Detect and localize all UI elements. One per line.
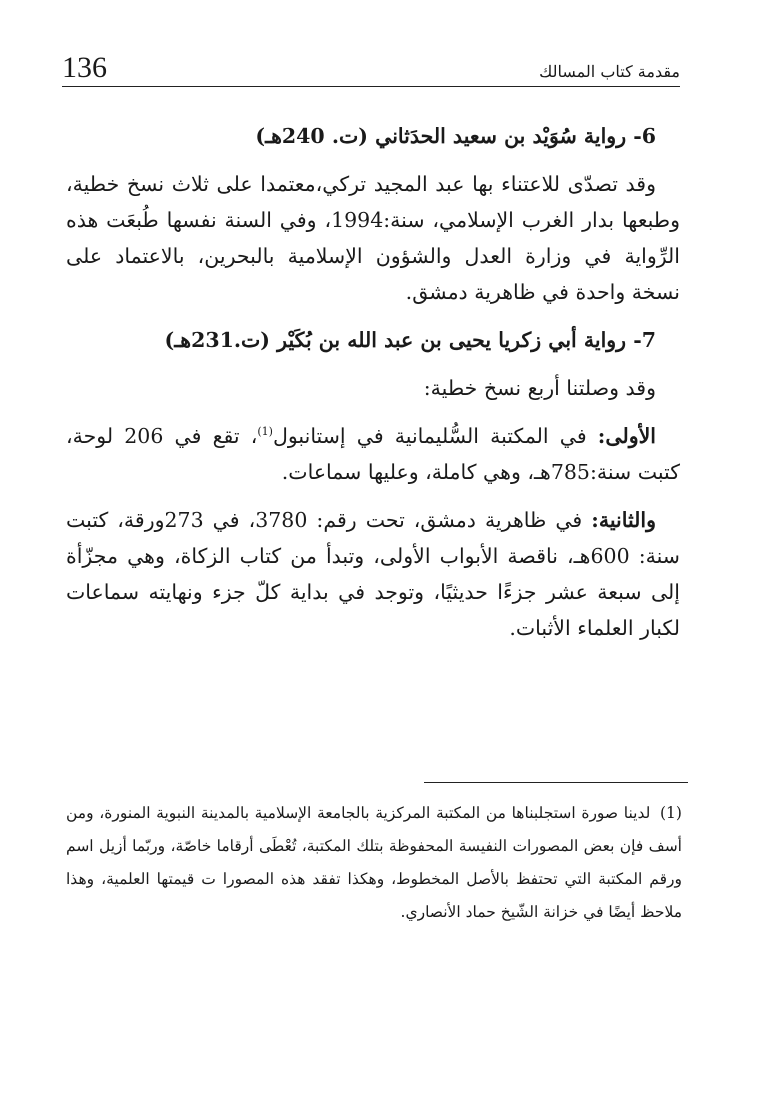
first-manuscript-text-a: في المكتبة السُّليمانية في إستانبول	[272, 424, 598, 448]
second-manuscript-label: والثانية:	[591, 508, 657, 532]
running-title: مقدمة كتاب المسالك	[539, 62, 680, 81]
footnote-reference[interactable]: (1)	[257, 425, 273, 439]
first-manuscript-text-b: ، تقع في 206 لوحة، كتبت سنة:785هـ، وهي كاملة، وعليها سماعات.	[66, 424, 680, 484]
footnote-separator	[424, 782, 688, 783]
section-6-paragraph: وقد تصدّى للاعتناء بها عبد المجيد تركي،معتمدا على ثلاث نسخ خطية، وطبعها بدار الغرب الإسلامي، سنة:1994، وفي السنة نفسها طُبعَت هذه الرِّواية في وزارة العدل والشؤون الإسلامية بالبحرين، بالاعتماد على نسخة واحدة في ظاهرية دمشق.	[66, 172, 680, 304]
page-number: 136	[62, 51, 107, 84]
section-7-intro: وقد وصلتنا أربع نسخ خطية:	[423, 376, 656, 400]
footnote	[66, 797, 682, 929]
second-manuscript-text: في ظاهرية دمشق، تحت رقم: 3780، في 273ورقة، كتبت سنة: 600هـ، ناقصة الأبواب الأولى، وتبدأ من كتاب الزكاة، وهي مجزّأة إلى سبعة عشر جزءًا حديثيًا، وتوجد في بداية كلّ جزء ونهايته سماعات لكبار العلماء الأثبات.	[66, 508, 680, 640]
footnote-number: (1)	[659, 804, 682, 822]
section-7-heading: 7- رواية أبي زكريا يحيى بن عبد الله بن بُكَيْر (ت.231هـ)	[164, 328, 656, 352]
first-manuscript-label: الأولى:	[597, 424, 656, 448]
page-header	[62, 44, 680, 87]
second-manuscript-paragraph	[66, 502, 680, 646]
first-manuscript-paragraph	[66, 418, 680, 490]
main-text	[66, 118, 680, 658]
section-6-heading: 6- رواية سُوَيْد بن سعيد الحدَثاني (ت. 240هـ)	[255, 124, 656, 148]
footnote-text: لدينا صورة استجلبناها من المكتبة المركزية بالجامعة الإسلامية بالمدينة النبوية المنورة، ومن أسف فإن بعض المصورات النفيسة المحفوظة بتلك المكتبة، تُعْطَى أرقاما خاصّة، وربّما أزيل اسم ورقم المكتبة التي تحتفظ بالأصل المخطوط، وهكذا تفقد هذه المصورا ت قيمتها العلمية، وهذا ملاحظ أيضًا في خزانة الشّيخ حماد الأنصاري.	[66, 804, 682, 921]
